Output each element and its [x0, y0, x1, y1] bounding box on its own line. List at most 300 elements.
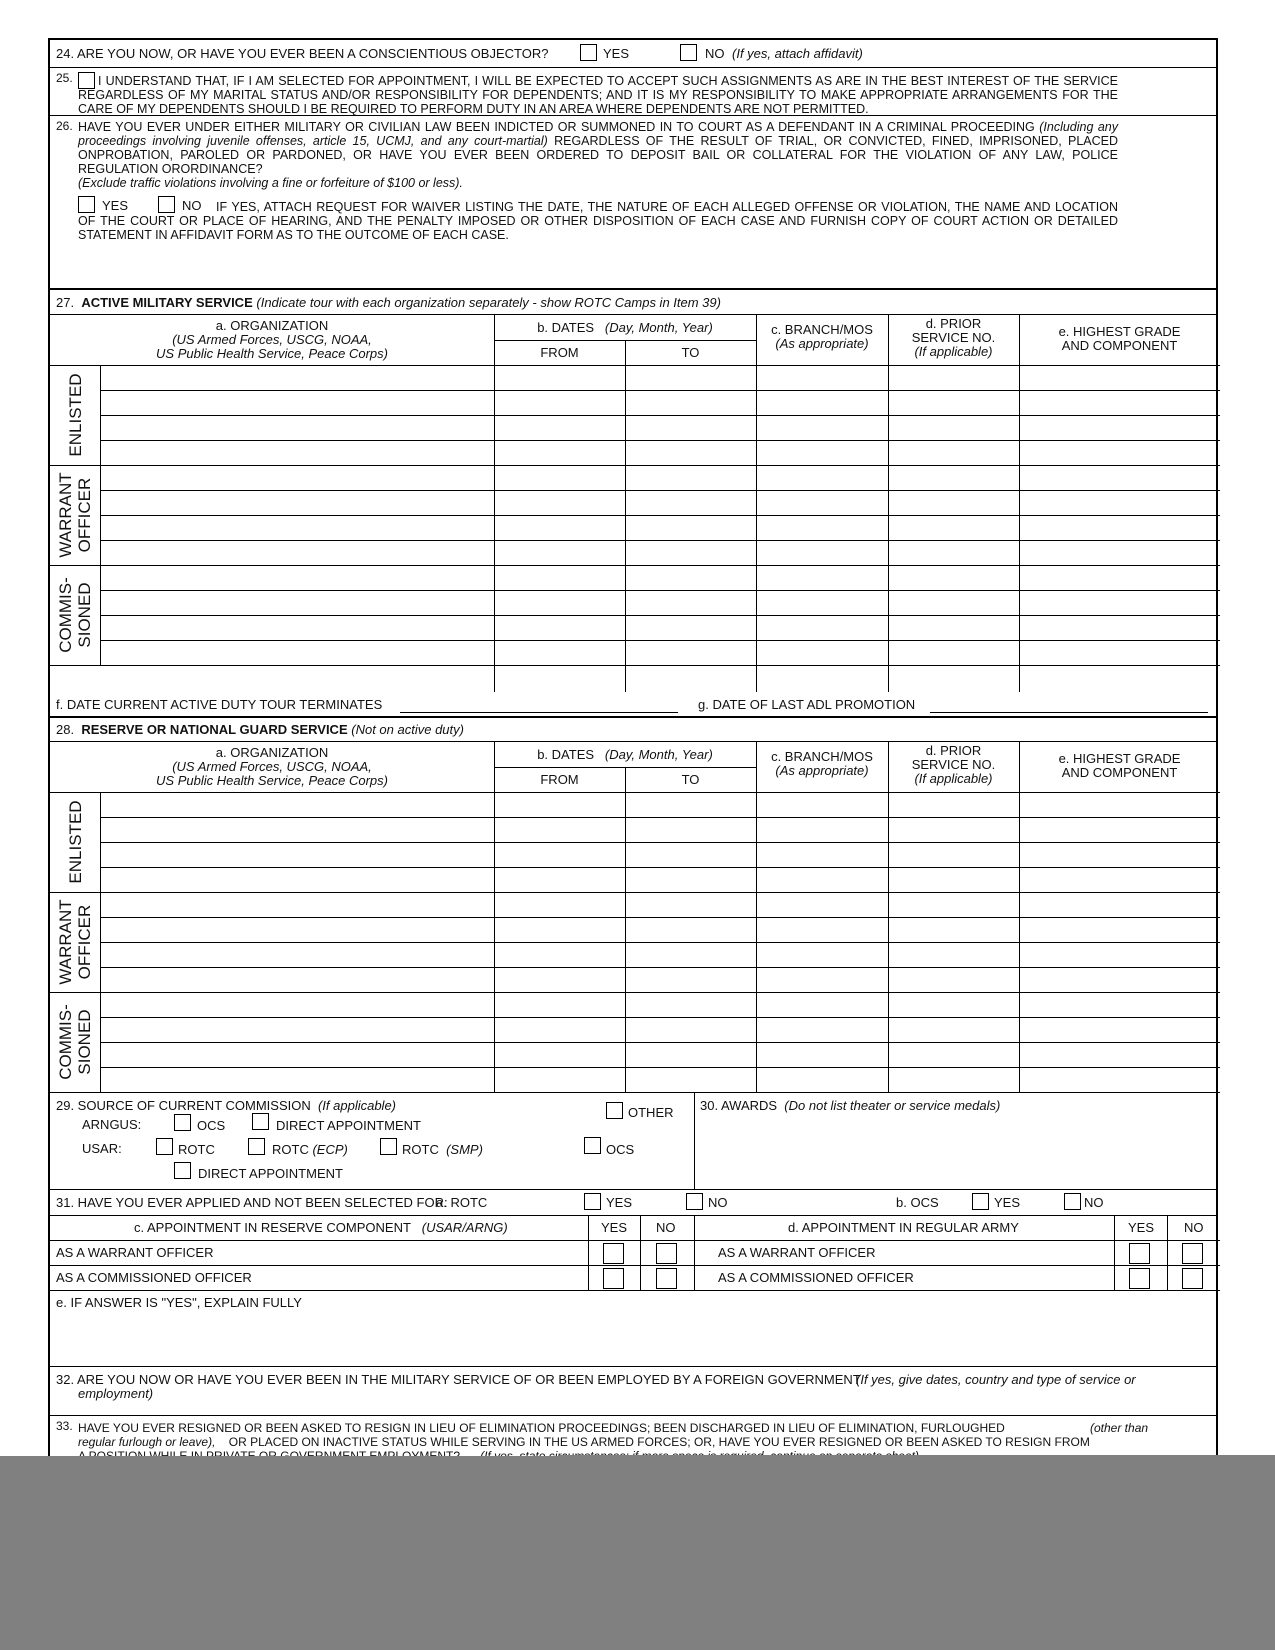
q31-c-label: c. APPOINTMENT IN RESERVE COMPONENT [134, 1220, 411, 1235]
q28-cell[interactable] [494, 867, 625, 892]
q27-cell[interactable] [756, 365, 888, 390]
q27-cell[interactable] [494, 540, 625, 565]
q28-cell[interactable] [494, 967, 625, 992]
q28-cell[interactable] [756, 942, 888, 967]
q27-cell[interactable] [100, 540, 494, 565]
q26-text2: REGARDLESS OF THE RESULT OF TRIAL, OR CONVICTED, FINED, IMPRISONED, PLACED ONPROBATION, PAROLED OR PARDONED, OR HAVE YOU EVER BEEN ORDERED TO DEPOSIT BAIL OR COLLATERAL FOR THE VIOLATION OF ANY LAW, POLICE REGULATION ORORDINANCE? [78, 134, 1119, 176]
q28-cell[interactable] [756, 992, 888, 1017]
q29-q30-section [50, 1092, 1216, 1190]
q28-cell[interactable] [494, 942, 625, 967]
q28-cell[interactable] [888, 867, 1019, 892]
q27-cell[interactable] [888, 365, 1019, 390]
q28-cell[interactable] [756, 842, 888, 867]
q29-arngus-label: ARNGUS: [82, 1117, 142, 1132]
q28-group-divider [100, 792, 101, 892]
q31-e-label: e. IF ANSWER IS "YES", EXPLAIN FULLY [56, 1295, 302, 1310]
q27-col-a-sub2: US Public Health Service, Peace Corps) [156, 346, 388, 361]
q27-col-c-sub: (As appropriate) [775, 336, 869, 351]
q28-cell[interactable] [756, 1017, 888, 1042]
q28-cell[interactable] [100, 917, 494, 942]
q29-other-label: OTHER [628, 1105, 674, 1120]
q27-cell[interactable] [100, 615, 494, 640]
q27-col-b-note: (Day, Month, Year) [604, 320, 713, 335]
q28-cell[interactable] [625, 1067, 756, 1092]
q27-extra-cell[interactable] [756, 665, 888, 690]
q31-d-yes-header: YES [1128, 1220, 1155, 1235]
q27-title-text: ACTIVE MILITARY SERVICE [81, 295, 253, 310]
q28-cell[interactable] [756, 1042, 888, 1067]
q28-cell[interactable] [756, 867, 888, 892]
q28-cell[interactable] [888, 967, 1019, 992]
q28-cell[interactable] [625, 992, 756, 1017]
q28-cell[interactable] [494, 792, 625, 817]
q28-cell[interactable] [1019, 917, 1220, 942]
q29-usar-direct-checkbox[interactable] [174, 1162, 191, 1179]
q28-cell[interactable] [888, 942, 1019, 967]
q28-cell[interactable] [100, 792, 494, 817]
q27-f-field[interactable] [400, 712, 678, 713]
q28-col-c-label: c. BRANCH/MOS [771, 749, 873, 764]
q28-col-b-note: (Day, Month, Year) [604, 747, 713, 762]
q31-vline-5 [1167, 1216, 1168, 1291]
q28-cell[interactable] [494, 1042, 625, 1067]
q27-cell[interactable] [625, 565, 756, 590]
q27-extra-cell[interactable] [1019, 665, 1220, 690]
q27-cell[interactable] [888, 640, 1019, 665]
q28-cell[interactable] [1019, 967, 1220, 992]
q27-cell[interactable] [756, 565, 888, 590]
q27-cell[interactable] [494, 365, 625, 390]
q29-usar-rotc-smp-label [402, 1143, 483, 1157]
q27-group-label-1: WARRANT OFFICER [56, 472, 94, 558]
q27-cell[interactable] [494, 515, 625, 540]
q27-fg-row [50, 692, 1216, 718]
q27-cell[interactable] [625, 615, 756, 640]
q27-cell[interactable] [100, 640, 494, 665]
q26-section [50, 116, 1216, 290]
q27-cell[interactable] [100, 590, 494, 615]
q29-q30-divider [694, 1092, 695, 1190]
q29-usar-ocs-checkbox[interactable] [584, 1137, 601, 1154]
q28-group-divider [100, 892, 101, 992]
q27-col-c-header [756, 323, 888, 351]
q28-cell[interactable] [888, 842, 1019, 867]
q31-a-rotc: a. ROTC [436, 1195, 488, 1210]
q27-cell[interactable] [1019, 515, 1220, 540]
q29-usar-direct-label: DIRECT APPOINTMENT [198, 1166, 343, 1181]
q29-rotc-smp-text: ROTC [402, 1142, 439, 1157]
q27-cell[interactable] [625, 590, 756, 615]
q28-cell[interactable] [756, 967, 888, 992]
q25-section [50, 68, 1216, 116]
q27-col-d-sub: (If applicable) [914, 344, 993, 359]
q28-cell[interactable] [100, 867, 494, 892]
q27-cell[interactable] [625, 640, 756, 665]
q27-cell[interactable] [494, 490, 625, 515]
q27-cell[interactable] [625, 365, 756, 390]
q27-to-header: TO [681, 345, 700, 360]
q28-group-label-2: COMMIS- SIONED [56, 1004, 94, 1080]
q27-cell[interactable] [625, 390, 756, 415]
q29-usar-label: USAR: [82, 1141, 122, 1156]
q28-to-header: TO [681, 772, 700, 787]
q27-cell[interactable] [756, 640, 888, 665]
q32-label: 32. ARE YOU NOW OR HAVE YOU EVER BEEN IN THE MILITARY SERVICE OF OR BEEN EMPLOYED BY A FOREIGN GOVERNMENT [56, 1372, 861, 1387]
q27-f-label: f. DATE CURRENT ACTIVE DUTY TOUR TERMINATES [56, 697, 383, 712]
q28-col-d-header [888, 744, 1019, 786]
q31-c-wo-no-checkbox[interactable] [656, 1243, 677, 1264]
q31-c-wo-yes-checkbox[interactable] [603, 1243, 624, 1264]
q31-ocs-no-checkbox[interactable] [1064, 1193, 1081, 1210]
q27-cell[interactable] [888, 565, 1019, 590]
q28-cell[interactable] [100, 992, 494, 1017]
q31-rotc-no-label: NO [708, 1195, 728, 1210]
q28-cell[interactable] [1019, 1042, 1220, 1067]
q27-cell[interactable] [756, 465, 888, 490]
q27-cell[interactable] [494, 565, 625, 590]
q26-text [78, 120, 1118, 190]
q27-cell[interactable] [756, 390, 888, 415]
q27-col-d-label1: d. PRIOR [925, 316, 982, 331]
q24-no-label: NO [705, 46, 725, 61]
q29-usar-rotc-label: ROTC [178, 1142, 215, 1157]
q28-cell[interactable] [1019, 842, 1220, 867]
q27-cell[interactable] [494, 440, 625, 465]
q31-ocs-no-label: NO [1084, 1195, 1104, 1210]
q27-cell[interactable] [625, 490, 756, 515]
q27-cell[interactable] [625, 440, 756, 465]
q28-col-b-header [494, 748, 756, 762]
q27-group-divider [100, 365, 101, 465]
q28-cell[interactable] [100, 1017, 494, 1042]
q31-c-title [134, 1221, 508, 1235]
q31-vline-4 [1114, 1216, 1115, 1291]
q28-cell[interactable] [888, 1067, 1019, 1092]
q28-cell[interactable] [100, 1067, 494, 1092]
q28-title-row [50, 718, 1216, 742]
q28-cell[interactable] [625, 892, 756, 917]
q28-cell[interactable] [756, 1067, 888, 1092]
q29-usar-ocs-label: OCS [606, 1142, 635, 1157]
q27-cell[interactable] [888, 490, 1019, 515]
q27-cell[interactable] [888, 615, 1019, 640]
q27-num: 27. [56, 295, 75, 310]
q28-cell[interactable] [100, 967, 494, 992]
q31-row [50, 1190, 1216, 1216]
q31-c-yes-header: YES [601, 1220, 628, 1235]
q25-text: I UNDERSTAND THAT, IF I AM SELECTED FOR APPOINTMENT, I WILL BE EXPECTED TO ACCEPT SUCH ASSIGNMENTS AS ARE IN THE BEST INTEREST OF THE SERVICE REGARDLESS OF MY MARITAL STATUS AND/OR RESPONSIBILITY FOR DEPENDENTS; AND IT IS MY RESPONSIBILITY TO MAKE APPROPRIATE ARRANGEMENTS FOR THE CARE OF MY DEPENDENTS SHOULD I BE REQUIRED TO PERFORM DUTY IN AN AREA WHERE DEPENDENTS ARE NOT PERMITTED. [78, 74, 1118, 116]
q31-rotc-no-checkbox[interactable] [686, 1193, 703, 1210]
q27-cell[interactable] [100, 465, 494, 490]
q28-cell[interactable] [756, 792, 888, 817]
q27-col-a-header [50, 319, 494, 361]
q28-title [56, 723, 464, 737]
q29-arngus-ocs-checkbox[interactable] [174, 1114, 191, 1131]
q28-cell[interactable] [100, 842, 494, 867]
q28-cell[interactable] [888, 1017, 1019, 1042]
q27-cell[interactable] [494, 590, 625, 615]
q27-cell[interactable] [888, 590, 1019, 615]
q31-d-wo-label: AS A WARRANT OFFICER [718, 1245, 876, 1260]
q24-label: 24. ARE YOU NOW, OR HAVE YOU EVER BEEN A CONSCIENTIOUS OBJECTOR? [56, 46, 549, 61]
q29-other-checkbox[interactable] [606, 1102, 623, 1119]
q27-cell[interactable] [1019, 640, 1220, 665]
q28-cell[interactable] [494, 817, 625, 842]
q27-cell[interactable] [625, 415, 756, 440]
q27-col-a-label: a. ORGANIZATION [215, 318, 329, 333]
q28-cell[interactable] [494, 1067, 625, 1092]
q31-d-wo-yes-checkbox[interactable] [1129, 1243, 1150, 1264]
q28-cell[interactable] [1019, 892, 1220, 917]
q27-cell[interactable] [100, 490, 494, 515]
q27-cell[interactable] [756, 590, 888, 615]
q31-c-note: (USAR/ARNG) [421, 1220, 508, 1235]
q28-cell[interactable] [625, 817, 756, 842]
q28-cell[interactable] [494, 892, 625, 917]
q27-col-b-header [494, 321, 756, 335]
q28-cell[interactable] [625, 942, 756, 967]
q26-num: 26. [56, 119, 73, 133]
q28-col-d-label2: SERVICE NO. [911, 757, 996, 772]
q28-cell[interactable] [625, 1042, 756, 1067]
q33-line2 [78, 1435, 1090, 1449]
q28-cell[interactable] [625, 967, 756, 992]
q28-table [50, 742, 1220, 1092]
q31-rotc-yes-checkbox[interactable] [584, 1193, 601, 1210]
q32-section[interactable] [50, 1367, 1216, 1416]
q28-group-label-0: ENLISTED [65, 800, 85, 884]
q27-col-c-label: c. BRANCH/MOS [771, 322, 873, 337]
q27-cell[interactable] [100, 390, 494, 415]
q27-col-d-header [888, 317, 1019, 359]
q27-extra-cell[interactable] [494, 665, 625, 690]
q28-cell[interactable] [888, 792, 1019, 817]
q27-cell[interactable] [100, 515, 494, 540]
q27-cell[interactable] [1019, 540, 1220, 565]
q28-col-e-label1: e. HIGHEST GRADE [1058, 751, 1181, 766]
q28-col-a-sub1: (US Armed Forces, USCG, NOAA, [172, 759, 372, 774]
q27-col-e-label2: AND COMPONENT [1061, 338, 1178, 353]
q28-cell[interactable] [1019, 1017, 1220, 1042]
q31-cd-table [50, 1216, 1220, 1291]
q27-col-e-label1: e. HIGHEST GRADE [1058, 324, 1181, 339]
q27-col-a-sub1: (US Armed Forces, USCG, NOAA, [172, 332, 372, 347]
q24-no-checkbox[interactable] [680, 44, 697, 61]
q28-col-c-header [756, 750, 888, 778]
q27-cell[interactable] [1019, 615, 1220, 640]
q27-group-divider [100, 565, 101, 665]
q27-cell[interactable] [100, 415, 494, 440]
q27-g-label: g. DATE OF LAST ADL PROMOTION [698, 697, 916, 712]
q24-note: (If yes, attach affidavit) [732, 46, 863, 61]
q28-cell[interactable] [625, 917, 756, 942]
q30-note: (Do not list theater or service medals) [784, 1098, 1001, 1113]
q24-yes-checkbox[interactable] [580, 44, 597, 61]
q27-cell[interactable] [888, 465, 1019, 490]
q28-cell[interactable] [888, 892, 1019, 917]
q31-c-co-label: AS A COMMISSIONED OFFICER [56, 1270, 252, 1285]
q27-cell[interactable] [1019, 490, 1220, 515]
q31-vline-3 [694, 1216, 695, 1291]
q28-col-a-sub2: US Public Health Service, Peace Corps) [156, 773, 388, 788]
q33-text2-italic: regular furlough or leave), [78, 1435, 216, 1449]
q29-title [56, 1099, 396, 1113]
q28-cell[interactable] [100, 817, 494, 842]
q27-cell[interactable] [1019, 415, 1220, 440]
q27-cell[interactable] [888, 515, 1019, 540]
q28-col-c-sub: (As appropriate) [775, 763, 869, 778]
q27-cell[interactable] [756, 615, 888, 640]
q28-cell[interactable] [1019, 792, 1220, 817]
q31-c-wo-label: AS A WARRANT OFFICER [56, 1245, 214, 1260]
q28-cell[interactable] [100, 1042, 494, 1067]
q27-extra-cell[interactable] [50, 665, 494, 690]
q27-title [56, 296, 721, 310]
q24-yes-label: YES [603, 46, 630, 61]
q31-d-wo-no-checkbox[interactable] [1182, 1243, 1203, 1264]
q27-extra-cell[interactable] [888, 665, 1019, 690]
q29-usar-rotc-ecp-label [272, 1143, 348, 1157]
q28-cell[interactable] [1019, 1067, 1220, 1092]
q31-rotc-yes-label: YES [606, 1195, 633, 1210]
q27-cell[interactable] [756, 490, 888, 515]
q28-group-label-1: WARRANT OFFICER [56, 899, 94, 985]
q28-cell[interactable] [1019, 992, 1220, 1017]
q31-ocs-yes-label: YES [994, 1195, 1021, 1210]
q33-text1-italic: (other than [1090, 1421, 1149, 1435]
q27-cell[interactable] [494, 390, 625, 415]
q28-col-a-header [50, 746, 494, 788]
q31-c-no-header: NO [656, 1220, 676, 1235]
q33-text1: HAVE YOU EVER RESIGNED OR BEEN ASKED TO RESIGN IN LIEU OF ELIMINATION PROCEEDINGS; BEEN DISCHARGED IN LIEU OF ELIMINATION, FURLOUGHED [78, 1421, 1005, 1435]
q28-cell[interactable] [625, 1017, 756, 1042]
q27-cell[interactable] [1019, 390, 1220, 415]
q27-cell[interactable] [494, 615, 625, 640]
q28-col-d-sub: (If applicable) [914, 771, 993, 786]
q27-cell[interactable] [1019, 465, 1220, 490]
q31-b-ocs: b. OCS [896, 1195, 939, 1210]
q27-cell[interactable] [888, 390, 1019, 415]
q28-col-e-header [1019, 752, 1220, 780]
q27-col-d-label2: SERVICE NO. [911, 330, 996, 345]
q31-label: 31. HAVE YOU EVER APPLIED AND NOT BEEN SELECTED FOR: [56, 1195, 448, 1210]
q27-cell[interactable] [494, 415, 625, 440]
q28-cell[interactable] [100, 942, 494, 967]
q26-text1-italic: (Including any proceedings involving juvenile offenses, article 15, UCMJ, and any court-martial) [78, 120, 1119, 148]
q29-usar-rotc-ecp-checkbox[interactable] [248, 1138, 265, 1155]
q27-cell[interactable] [756, 515, 888, 540]
q31-ocs-yes-checkbox[interactable] [972, 1193, 989, 1210]
q27-group-label-0: ENLISTED [65, 373, 85, 457]
q27-extra-cell[interactable] [625, 665, 756, 690]
q33-text2: OR PLACED ON INACTIVE STATUS WHILE SERVING IN THE US ARMED FORCES; OR, HAVE YOU EVER RESIGNED OR BEEN ASKED TO RESIGN FROM [228, 1435, 1090, 1449]
q27-cell[interactable] [1019, 590, 1220, 615]
q27-cell[interactable] [494, 640, 625, 665]
q27-cell[interactable] [888, 540, 1019, 565]
q28-cell[interactable] [888, 1042, 1019, 1067]
q31-e-section[interactable] [50, 1291, 1216, 1367]
form-page [48, 38, 1218, 1478]
q28-cell[interactable] [1019, 817, 1220, 842]
q27-group-label-2: COMMIS- SIONED [56, 577, 94, 653]
q27-cell[interactable] [494, 465, 625, 490]
q27-cell[interactable] [100, 565, 494, 590]
q27-cell[interactable] [625, 465, 756, 490]
q28-cell[interactable] [756, 817, 888, 842]
q29-usar-rotc-checkbox[interactable] [156, 1138, 173, 1155]
q27-cell[interactable] [1019, 365, 1220, 390]
q29-usar-rotc-smp-checkbox[interactable] [380, 1138, 397, 1155]
q27-cell[interactable] [1019, 565, 1220, 590]
q27-cell[interactable] [756, 440, 888, 465]
q24-section [50, 40, 1216, 68]
q28-cell[interactable] [494, 917, 625, 942]
q28-cell[interactable] [756, 892, 888, 917]
q27-cell[interactable] [1019, 440, 1220, 465]
q27-cell[interactable] [888, 440, 1019, 465]
q27-note: (Indicate tour with each organization separately - show ROTC Camps in Item 39) [256, 295, 721, 310]
q27-cell[interactable] [756, 415, 888, 440]
q28-cell[interactable] [888, 817, 1019, 842]
q28-cell[interactable] [888, 917, 1019, 942]
q29-arngus-direct-checkbox[interactable] [252, 1113, 269, 1130]
q31-c-co-yes-checkbox[interactable] [603, 1268, 624, 1289]
gray-overlay [0, 1456, 1275, 1650]
q31-d-co-no-checkbox[interactable] [1182, 1268, 1203, 1289]
q28-col-d-label1: d. PRIOR [925, 743, 982, 758]
q26-text3-italic: (Exclude traffic violations involving a fine or forfeiture of $100 or less). [78, 176, 463, 190]
q27-cell[interactable] [756, 540, 888, 565]
q28-cell[interactable] [494, 1017, 625, 1042]
q28-cell[interactable] [494, 842, 625, 867]
q29-arngus-ocs-label: OCS [197, 1118, 226, 1133]
q28-cell[interactable] [888, 992, 1019, 1017]
q27-cell[interactable] [888, 415, 1019, 440]
q31-d-label: d. APPOINTMENT IN REGULAR ARMY [788, 1220, 1019, 1235]
q28-cell[interactable] [1019, 867, 1220, 892]
q28-col-a-label: a. ORGANIZATION [215, 745, 329, 760]
q27-col-b-label: b. DATES [537, 320, 595, 335]
q26-yes-label: YES [102, 198, 129, 213]
q27-cell[interactable] [625, 540, 756, 565]
q31-line-1 [50, 1240, 1220, 1241]
q28-cell[interactable] [494, 992, 625, 1017]
q31-d-co-yes-checkbox[interactable] [1129, 1268, 1150, 1289]
q27-cell[interactable] [100, 440, 494, 465]
q27-from-header: FROM [540, 345, 579, 360]
q26-text1: HAVE YOU EVER UNDER EITHER MILITARY OR CIVILIAN LAW BEEN INDICTED OR SUMMONED IN TO COURT AS A DEFENDANT IN A CRIMINAL PROCEEDING [78, 120, 1035, 134]
q27-g-field[interactable] [930, 712, 1208, 713]
q28-cell[interactable] [625, 867, 756, 892]
q28-cell[interactable] [100, 892, 494, 917]
q27-table [50, 315, 1220, 692]
q29-ecp-text: (ECP) [312, 1142, 348, 1157]
q28-cell[interactable] [1019, 942, 1220, 967]
q28-group-divider [100, 992, 101, 1092]
q28-cell[interactable] [625, 792, 756, 817]
q28-cell[interactable] [756, 917, 888, 942]
q28-col-b-label: b. DATES [537, 747, 595, 762]
q31-d-no-header: NO [1184, 1220, 1204, 1235]
q27-group-divider [100, 465, 101, 565]
q27-cell[interactable] [100, 365, 494, 390]
q27-cell[interactable] [625, 515, 756, 540]
q28-cell[interactable] [625, 842, 756, 867]
q29-smp-text: (SMP) [446, 1142, 483, 1157]
q30-title [700, 1099, 1000, 1113]
q31-c-co-no-checkbox[interactable] [656, 1268, 677, 1289]
q25-num: 25. [56, 71, 73, 85]
